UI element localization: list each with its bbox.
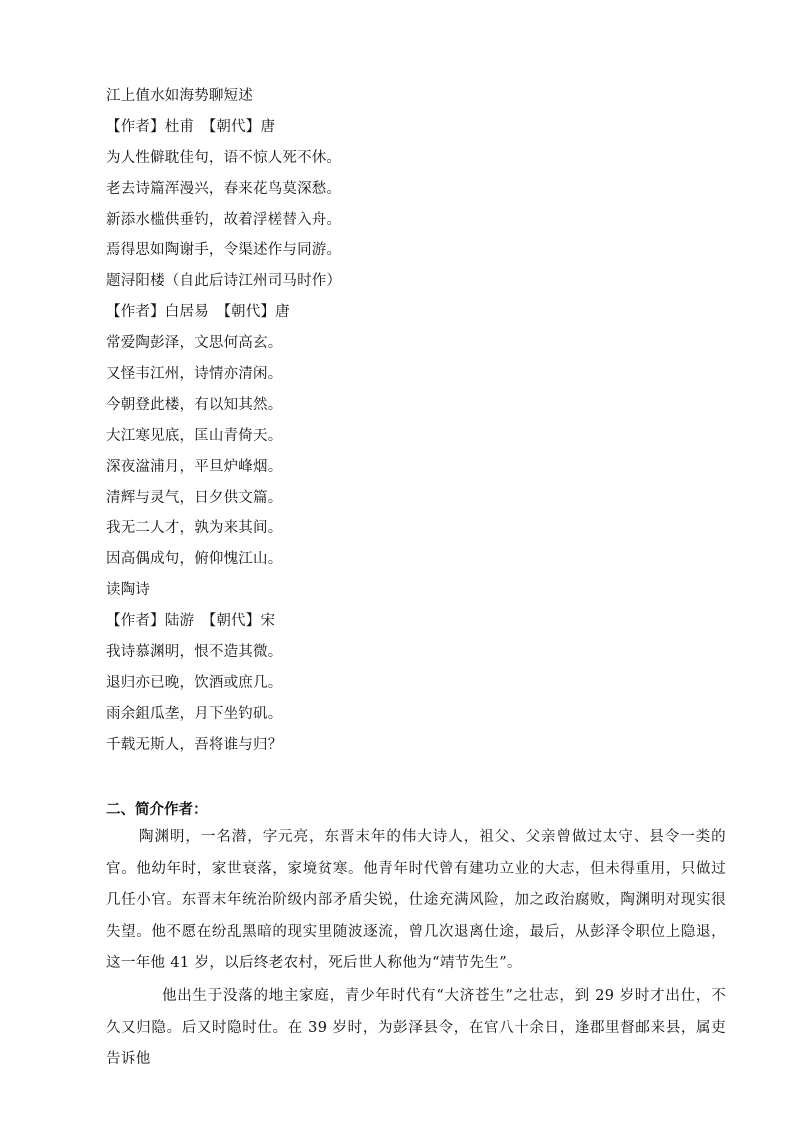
poem-line: 新添水槛供垂钓，故着浮槎替入舟。 [106, 211, 342, 228]
poem-line: 退归亦已晚，饮酒或庶几。 [106, 674, 283, 691]
poem-title: 江上值水如海势聊短述 [106, 88, 253, 104]
poem-line: 雨余鉏瓜垄，月下坐钓矶。 [106, 705, 283, 722]
poem-line: 我无二人才，孰为来其间。 [106, 520, 283, 537]
poem-line: 常爱陶彭泽，文思何高玄。 [106, 335, 283, 352]
poem-title: 读陶诗 [106, 582, 151, 599]
poem-line: 千载无斯人，吾将谁与归？ [106, 736, 283, 753]
poem-line: 我诗慕渊明，恨不造其微。 [106, 644, 283, 661]
poem-meta: 【作者】杜甫 【朝代】唐 [106, 118, 276, 135]
poem-line: 大江寒见底，匡山青倚天。 [106, 427, 283, 444]
poem-line: 今朝登此楼，有以知其然。 [106, 396, 283, 413]
author-bio-paragraph: 他出生于没落的地主家庭，青少年时代有“大济苍生”之壮志，到 29 岁时才出仕，不久又归隐。后又时隐时仕。在 39 岁时，为彭泽县令，在官八十余日，逢郡里督邮来县，属吏告诉他 [106, 988, 726, 1067]
poem-line: 又怪韦江州，诗情亦清闲。 [106, 366, 283, 383]
author-intro-paragraph: 陶渊明，一名潜，字元亮，东晋末年的伟大诗人，祖父、父亲曾做过太守、县令一类的官。他幼年时，家世衰落，家境贫寒。他青年时代曾有建功立业的大志，但未得重用，只做过几任小官。东晋末年统治阶级内部矛盾尖锐，仕途充满风险，加之政治腐败，陶渊明对现实很失望。他不愿在纷乱黑暗的现实里随波逐流，曾几次退离仕途，最后，从彭泽令职位上隐退，这一年他 41 岁，以后终老农村，死后世人称他为“靖节先生”。 [106, 829, 726, 971]
poem-line: 深夜湓浦月，平旦炉峰烟。 [106, 458, 283, 475]
poem-meta: 【作者】陆游 【朝代】宋 [106, 613, 276, 630]
poem-line: 清辉与灵气，日夕供文篇。 [106, 489, 283, 506]
poem-line: 为人性僻耽佳句，语不惊人死不休。 [106, 149, 342, 166]
poem-title: 题浔阳楼（自此后诗江州司马时作） [106, 273, 342, 290]
poem-meta: 【作者】白居易 【朝代】唐 [106, 304, 290, 321]
poem-line: 因高偶成句，俯仰愧江山。 [106, 551, 283, 568]
poem-line: 焉得思如陶谢手，令渠述作与同游。 [106, 242, 342, 259]
poem-list [106, 81, 726, 761]
section-heading: 二、简介作者： [106, 801, 208, 818]
poem-line: 老去诗篇浑漫兴，春来花鸟莫深愁。 [106, 180, 342, 197]
